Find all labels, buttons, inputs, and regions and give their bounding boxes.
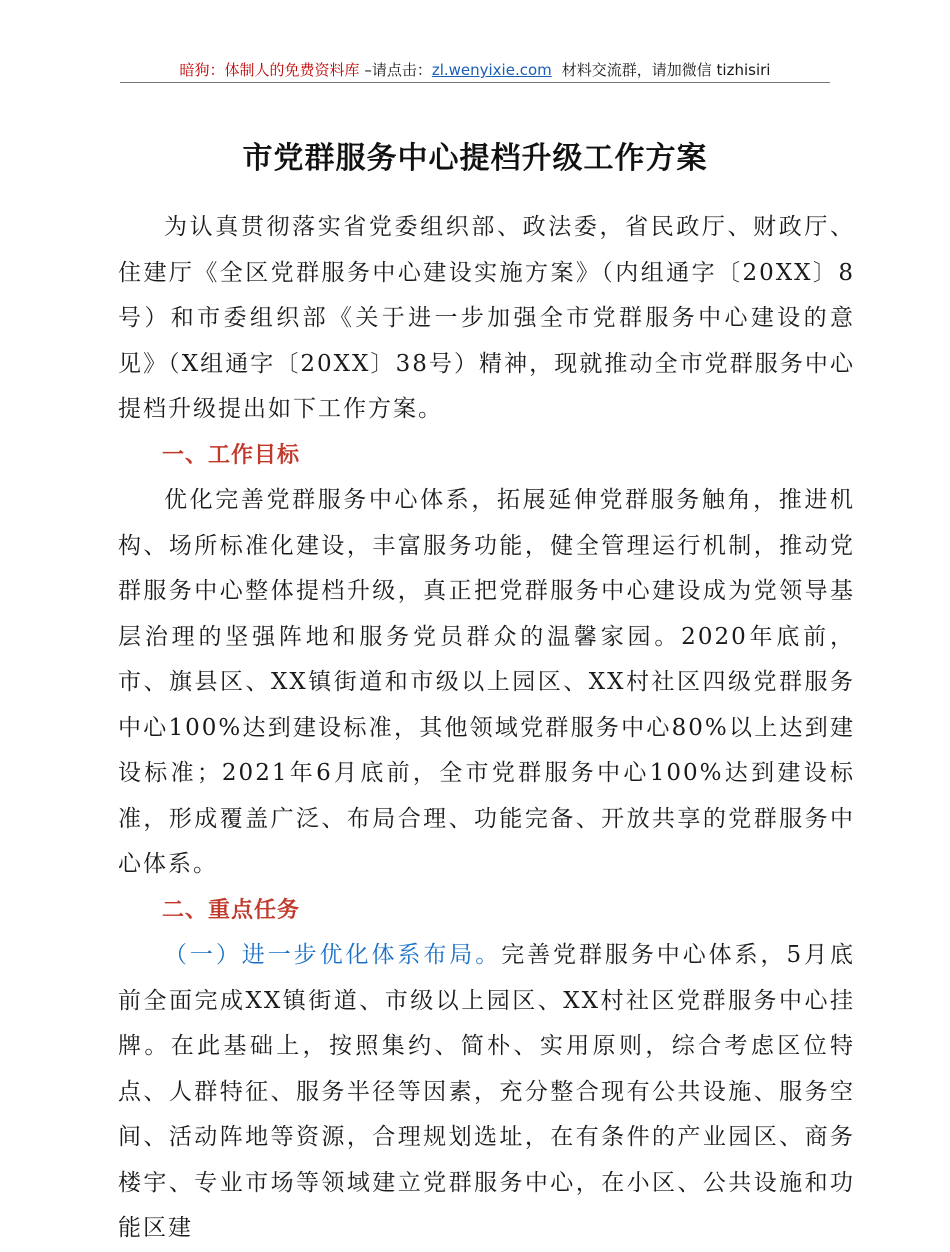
header-divider	[120, 82, 830, 83]
intro-paragraph: 为认真贯彻落实省党委组织部、政法委，省民政厅、财政厅、住建厅《全区党群服务中心建设实施方案》（内组通字〔20XX〕8号）和市委组织部《关于进一步加强全市党群服务中心建设的意见》（X组通字〔20XX〕38号）精神，现就推动全市党群服务中心提档升级提出如下工作方案。	[118, 214, 855, 422]
header-link[interactable]: zl.wenyixie.com	[431, 61, 552, 79]
header-contact: 材料交流群，请加微信 tizhisiri	[561, 61, 771, 79]
goals-paragraph: 优化完善党群服务中心体系，拓展延伸党群服务触角，推进机构、场所标准化建设，丰富服务功能，健全管理运行机制，推动党群服务中心整体提档升级，真正把党群服务中心建设成为党领导基层治理的坚强阵地和服务党员群众的温馨家园。2020年底前，市、旗县区、XX镇街道和市级以上园区、XX村社区四级党群服务中心100%达到建设标准，其他领域党群服务中心80%以上达到建设标准；2021年6月底前，全市党群服务中心100%达到建设标准，形成覆盖广泛、布局合理、功能完备、开放共享的党群服务中心体系。	[118, 487, 855, 877]
watermark-header	[120, 58, 830, 82]
document-title: 市党群服务中心提档升级工作方案	[242, 141, 708, 176]
header-prompt: –请点击：	[359, 61, 432, 79]
section-heading-tasks: 二、重点任务	[162, 897, 301, 923]
task-paragraph-1	[118, 933, 855, 1252]
document-body	[118, 205, 855, 1252]
task-body-1: 完善党群服务中心体系，5月底前全面完成XX镇街道、市级以上园区、XX村社区党群服务中心挂牌。在此基础上，按照集约、简朴、实用原则，综合考虑区位特点、人群特征、服务半径等因素，充分整合现有公共设施、服务空间、活动阵地等资源，合理规划选址，在有条件的产业园区、商务楼宇、专业市场等领域建立党群服务中心，在小区、公共设施和功能区建	[118, 942, 856, 1241]
header-brand: 暗狗：体制人的免费资料库	[179, 61, 360, 79]
section-heading-goals: 一、工作目标	[162, 442, 301, 468]
task-subheading-1: （一）进一步优化体系布局。	[164, 942, 502, 968]
